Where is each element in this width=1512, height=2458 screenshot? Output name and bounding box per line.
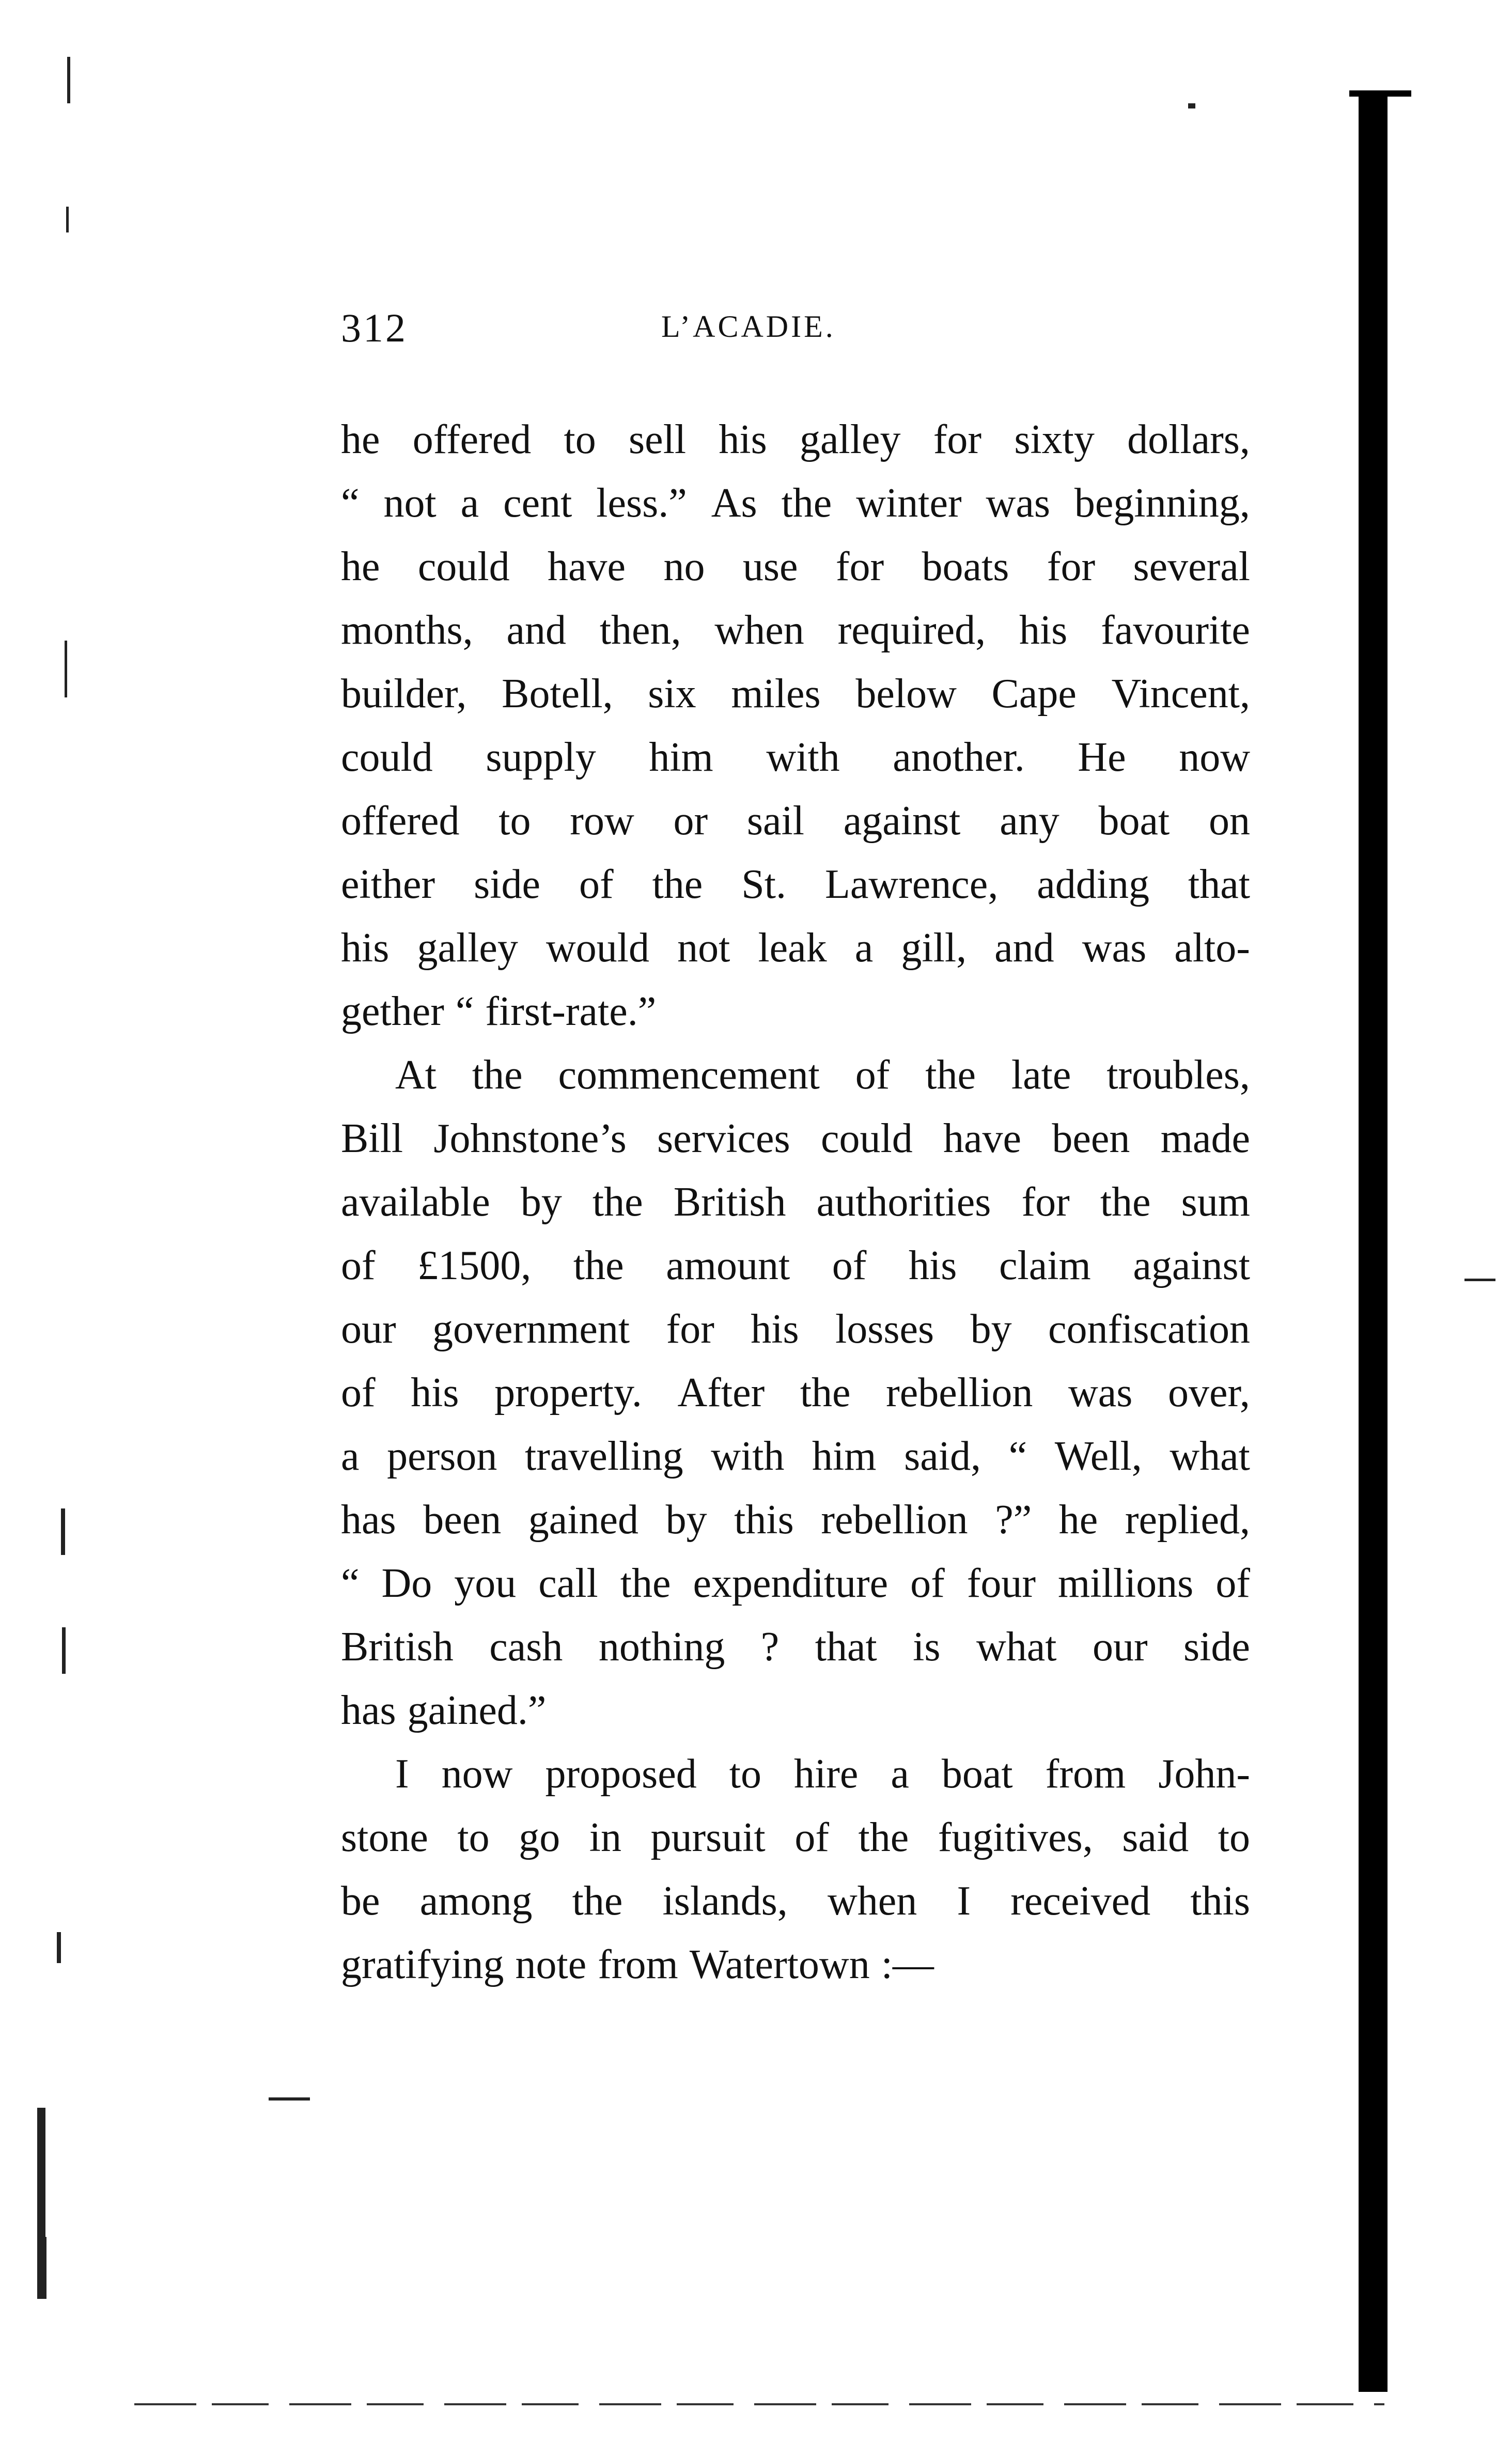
running-head	[341, 305, 1250, 362]
text-line: a person travelling with him said, “ Well, what	[341, 1434, 1250, 1479]
scan-speck	[65, 641, 67, 697]
bottom-scan-rule	[134, 2403, 1384, 2405]
text-line: offered to row or sail against any boat on	[341, 798, 1250, 844]
text-line: At the commencement of the late troubles,	[395, 1052, 1250, 1098]
page-edge-shadow-cap	[1349, 90, 1411, 97]
scan-speck	[66, 207, 69, 232]
body-text	[341, 408, 1250, 1997]
text-line: has gained.”	[341, 1688, 547, 1733]
text-line: his galley would not leak a gill, and was alto-	[341, 925, 1250, 971]
text-line: British cash nothing ? that is what our side	[341, 1624, 1250, 1670]
scan-speck	[67, 57, 70, 103]
text-line: our government for his losses by confiscation	[341, 1306, 1250, 1352]
text-line: “ Do you call the expenditure of four millions of	[341, 1561, 1250, 1606]
scan-speck	[1188, 103, 1195, 108]
scan-speck	[269, 2097, 310, 2101]
text-line: stone to go in pursuit of the fugitives, said to	[341, 1815, 1250, 1860]
text-line: available by the British authorities for the sum	[341, 1179, 1250, 1225]
text-line: he offered to sell his galley for sixty dollars,	[341, 417, 1250, 462]
page-number: 312	[341, 305, 408, 350]
scan-speck	[37, 2237, 46, 2299]
text-line: Bill Johnstone’s services could have been made	[341, 1116, 1250, 1161]
page-edge-shadow	[1359, 90, 1388, 2392]
scan-speck	[1464, 1279, 1495, 1281]
text-line: builder, Botell, six miles below Cape Vincent,	[341, 671, 1250, 717]
text-line: either side of the St. Lawrence, adding that	[341, 862, 1250, 907]
text-line: “ not a cent less.” As the winter was beginning,	[341, 480, 1250, 526]
text-line: I now proposed to hire a boat from John-	[395, 1751, 1250, 1797]
scan-speck	[37, 2108, 45, 2242]
running-title: L’ACADIE.	[661, 309, 836, 344]
text-line: of his property. After the rebellion was over,	[341, 1370, 1250, 1415]
scan-speck	[62, 1627, 66, 1674]
scan-speck	[57, 1932, 61, 1963]
text-line: could supply him with another. He now	[341, 735, 1250, 780]
text-line: gether “ first-rate.”	[341, 989, 657, 1034]
text-line: he could have no use for boats for several	[341, 544, 1250, 589]
text-line: of £1500, the amount of his claim against	[341, 1243, 1250, 1288]
text-line: gratifying note from Watertown :—	[341, 1942, 934, 1987]
text-line: months, and then, when required, his favourite	[341, 608, 1250, 653]
scan-speck	[61, 1508, 65, 1555]
text-line: be among the islands, when I received this	[341, 1878, 1250, 1924]
text-line: has been gained by this rebellion ?” he replied,	[341, 1497, 1250, 1543]
